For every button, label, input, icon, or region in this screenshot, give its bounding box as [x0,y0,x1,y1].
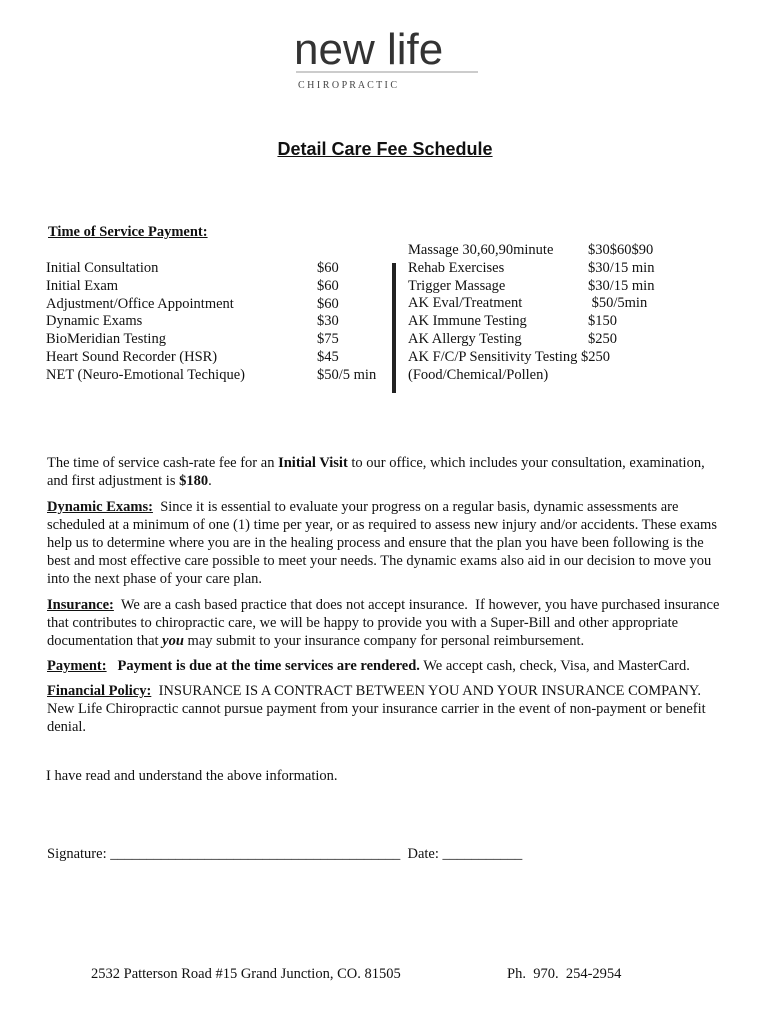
fee-name: Massage 30,60,90minute [408,242,554,258]
fee-name: (Food/Chemical/Pollen) [408,366,549,383]
dynamic-exams-text: Since it is essential to evaluate your progress on a regular basis, dynamic assessments are scheduled at a minimum of one (1) time per year, or as required to assess new injury and/or accidents. These exams help us to determine where you are in the healing process and ensure that the plan you have been following is the best and most effective care possible to meet your needs. The dynamic exams also aid in our decision to move you into the next phase of your care plan. [47,499,721,587]
logo-graphic [292,16,482,94]
fee-price: $50/5 min [317,366,377,383]
fee-price: $60 [317,295,339,312]
fee-name: Heart Sound Recorder (HSR) [46,348,218,365]
financial-policy-text: INSURANCE IS A CONTRACT BETWEEN YOU AND YOUR INSURANCE COMPANY. New Life Chiropractic cannot pursue payment from your insurance carrier in the event of non-payment or benefit denial. [47,683,710,735]
insurance-emphasis: you [162,633,184,649]
fee-name: Rehab Exercises [408,259,505,276]
footer-address: 2532 Patterson Road #15 Grand Junction, CO. 81505 [91,966,401,982]
fee-price: $75 [317,331,339,348]
payment-text: We accept cash, check, Visa, and MasterCard. [419,658,690,674]
payment-label: Payment: [47,658,107,674]
payment-paragraph [47,657,727,675]
left-fee-names [46,260,245,385]
fee-name: Trigger Massage [408,277,506,294]
fee-price: $250 [588,330,617,347]
fee-price: $60 [317,260,339,276]
insurance-text-2: may submit to your insurance company for personal reimbursement. [183,633,585,649]
fee-price: $30/15 min [588,259,655,276]
logo-wordmark: new life [294,25,444,74]
fee-name: BioMeridian Testing [46,331,166,348]
column-divider [392,263,396,393]
dynamic-exams-label: Dynamic Exams: [47,499,153,515]
dynamic-exams-paragraph [47,498,727,588]
initial-visit-text-pre: The time of service cash-rate fee for an [47,455,279,471]
payment-bold-text: Payment is due at the time services are rendered. [106,658,420,674]
fee-name: Initial Consultation [46,260,159,276]
right-fee-prices [588,242,654,349]
initial-visit-text-post: . [208,473,212,489]
fee-price: $45 [317,348,339,365]
initial-visit-paragraph [47,454,727,490]
fee-price: $30/15 min [588,277,655,294]
footer-phone: Ph. 970. 254-2954 [507,966,622,982]
fee-price: $30$60$90 [588,242,654,258]
fee-name: Initial Exam [46,277,119,294]
acknowledgement-statement: I have read and understand the above information. [46,768,338,784]
fee-name: AK Allergy Testing [408,330,522,347]
fee-name: AK Immune Testing [408,313,527,330]
section-heading: Time of Service Payment: [48,224,208,240]
logo-subtitle: C H I R O P R A C T I C [298,80,398,91]
initial-visit-text-mid: to our office, which includes your consultation, examination, and first adjustment is [47,455,705,489]
new-life-chiropractic-logo [292,16,482,94]
signature-date-line[interactable]: Signature: ________________________________________ Date: ___________ [47,846,523,862]
fee-name: Dynamic Exams [46,313,143,330]
fee-price: $30 [317,313,339,330]
fee-name: Adjustment/Office Appointment [46,295,234,312]
financial-policy-label: Financial Policy: [47,683,152,699]
initial-visit-label: Initial Visit [278,455,348,471]
insurance-label: Insurance: [47,597,114,613]
page-title: Detail Care Fee Schedule [277,139,493,159]
fee-name: AK Eval/Treatment [408,295,523,312]
fee-price: $150 [588,313,617,330]
fee-name: NET (Neuro-Emotional Techique) [46,366,245,383]
fee-price: $50/5min [588,295,648,312]
insurance-paragraph [47,596,727,650]
insurance-text: We are a cash based practice that does not accept insurance. If however, you have purchased insurance that contributes to chiropractic care, we will be happy to provide you with a Super-Bill and other appropriate documentation that [47,597,724,649]
initial-visit-amount: $180 [179,473,209,489]
right-fee-names [408,242,610,384]
financial-policy-paragraph [47,682,727,736]
left-fee-prices [317,260,376,385]
fee-name: AK F/C/P Sensitivity Testing $250 [408,348,611,365]
fee-price: $60 [317,277,339,294]
